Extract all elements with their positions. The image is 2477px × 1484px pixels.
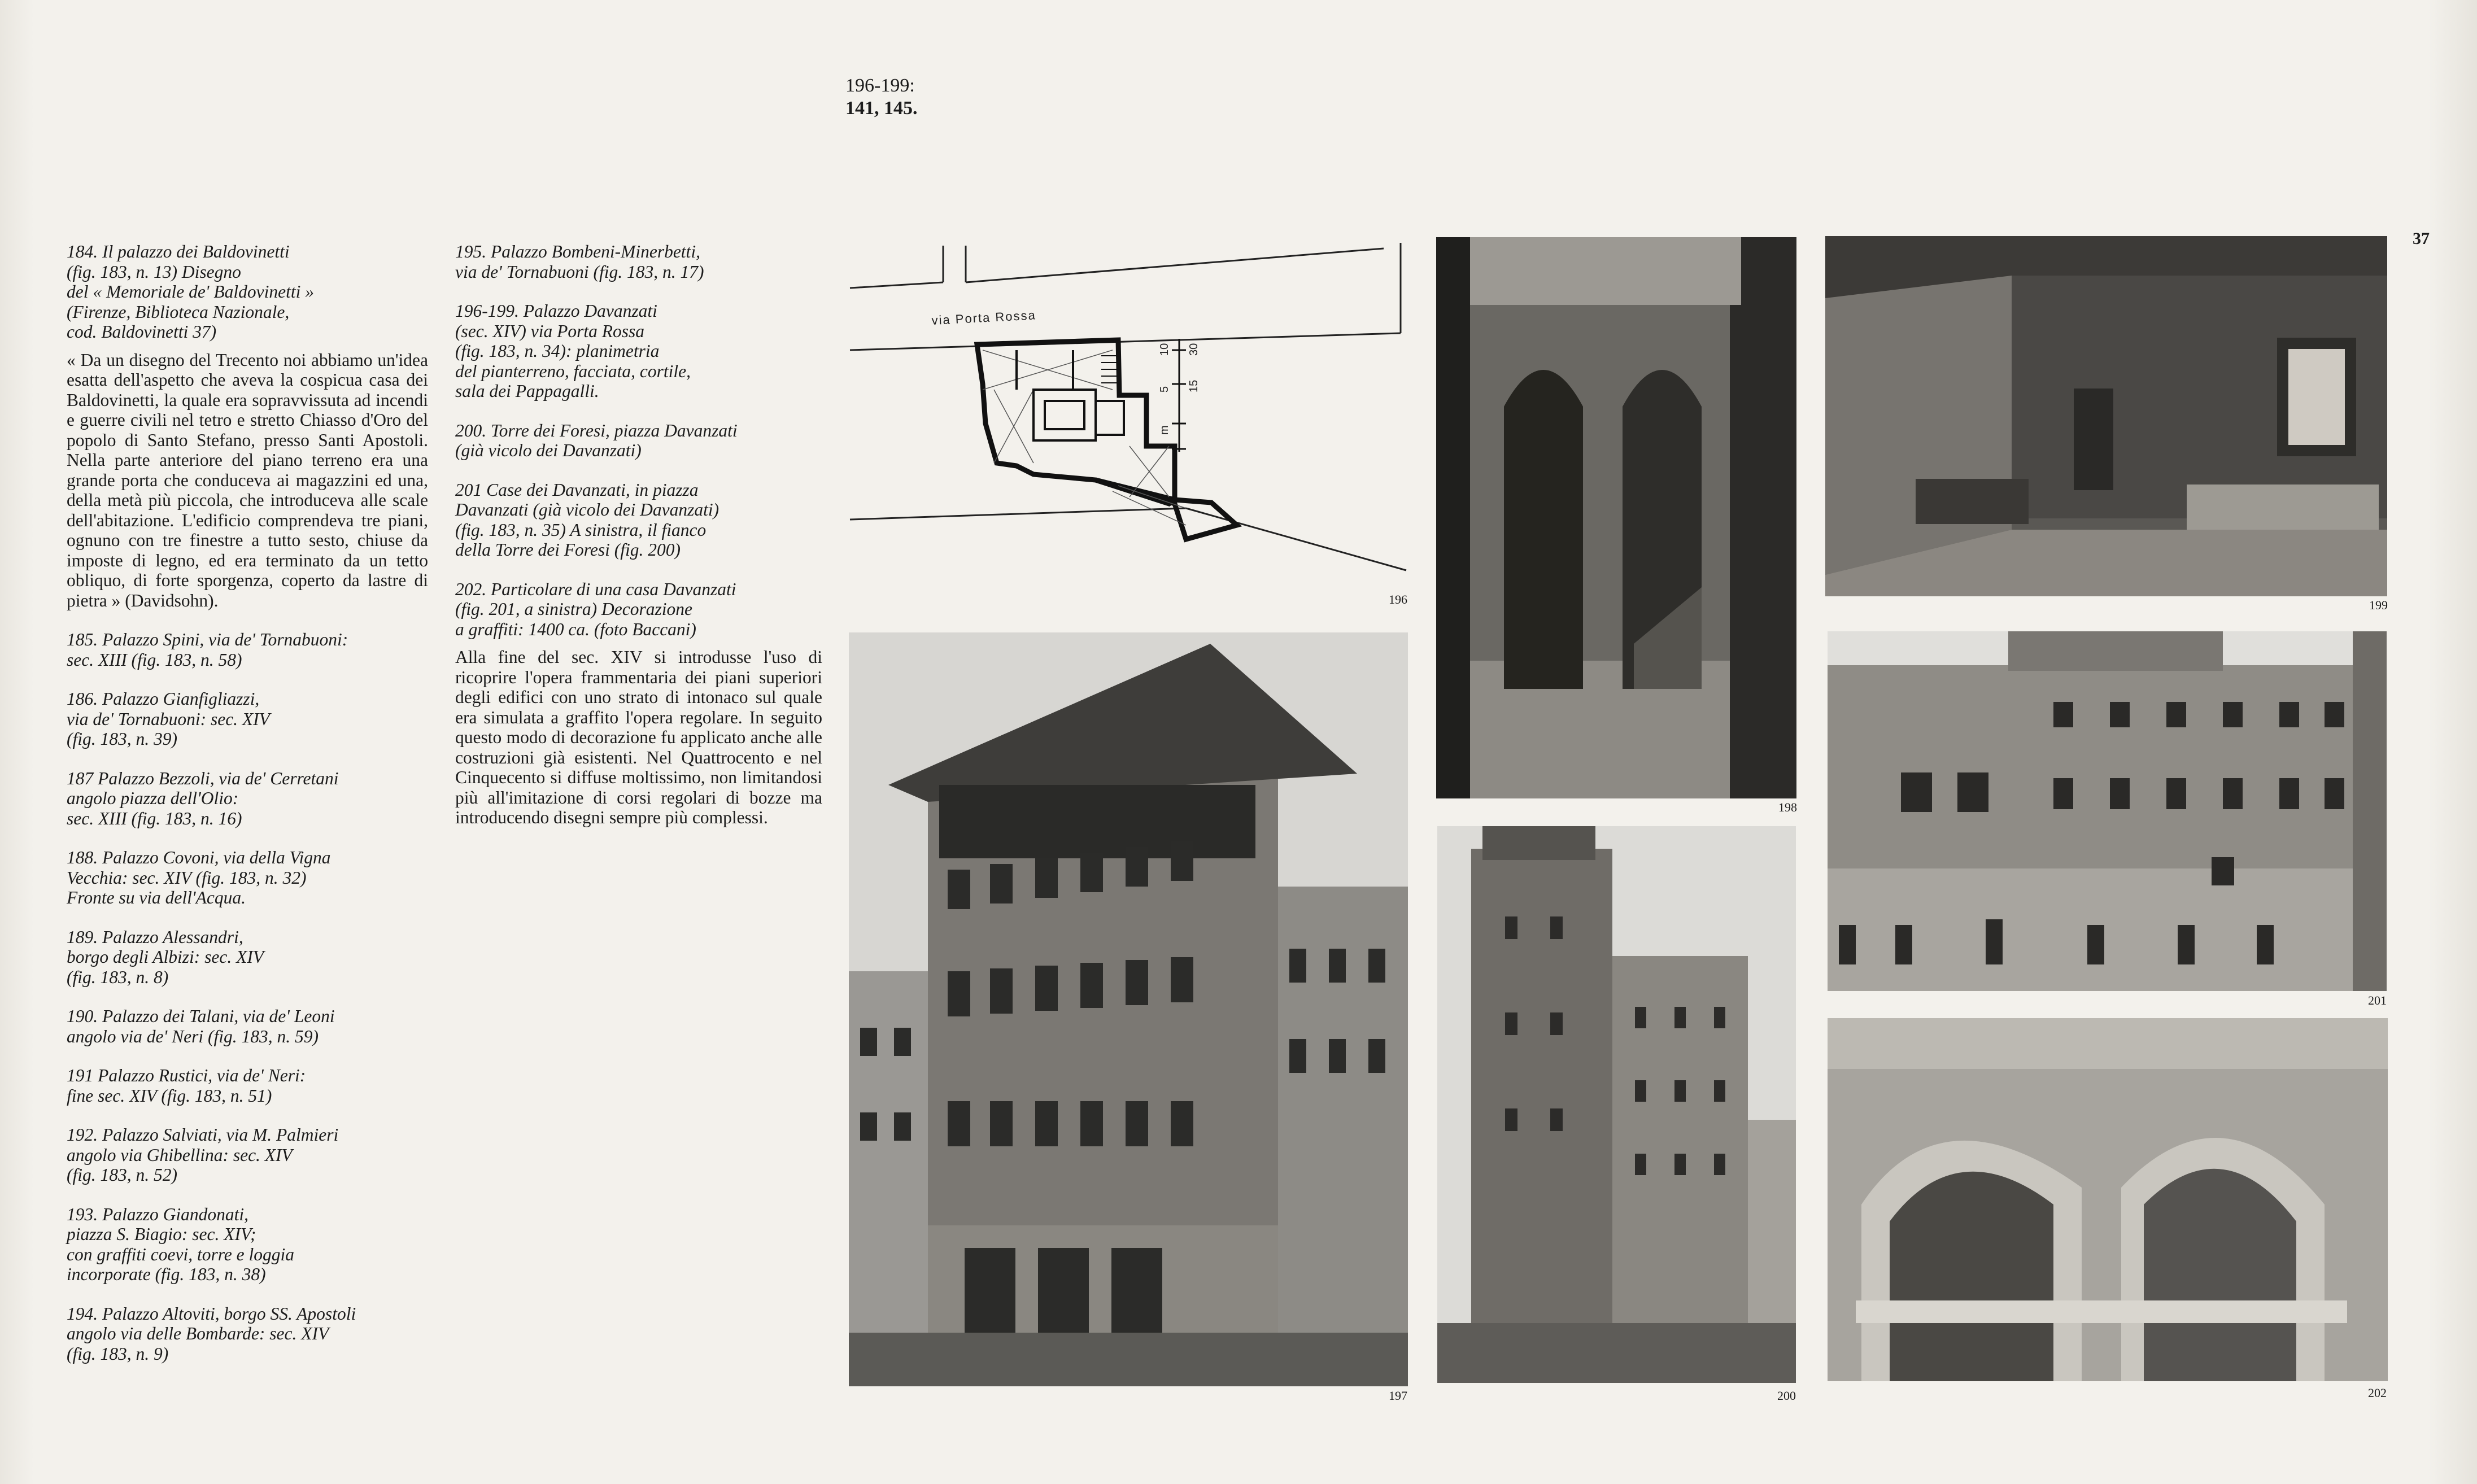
header-range: 196-199: [845, 75, 915, 96]
figure-199-photo [1825, 236, 2387, 596]
caption-entry: 187 Palazzo Bezzoli, via de' Cerretani angolo piazza dell'Olio: sec. XIII (fig. 183, n. 16) [67, 768, 339, 828]
plan-scale-15: 15 [1188, 379, 1200, 392]
caption-entry: 193. Palazzo Giandonati, piazza S. Biagio: sec. XIV; con graffiti coevi, torre e loggia incorporate (fig. 183, n. 38) [67, 1204, 295, 1284]
middle-caption-column [455, 242, 822, 847]
plan-scale-10: 10 [1158, 343, 1171, 356]
fig-number-201: 201 [2368, 993, 2387, 1007]
plan-scale-30: 30 [1188, 343, 1200, 356]
caption-entry: 194. Palazzo Altoviti, borgo SS. Apostoli angolo via delle Bombarde: sec. XIV (fig. 183, n. 9) [67, 1303, 356, 1364]
figure-202-photo [1828, 1018, 2388, 1381]
caption-entry: 184. Il palazzo dei Baldovinetti (fig. 183, n. 13) Disegno del « Memoriale de' Baldovinetti » (Firenze, Biblioteca Nazionale, cod. Baldovinetti 37) [67, 242, 315, 342]
plan-scale-5: 5 [1158, 386, 1171, 392]
fig-number-199: 199 [2369, 598, 2388, 612]
caption-entry: 189. Palazzo Alessandri, borgo degli Albizi: sec. XIV (fig. 183, n. 8) [67, 927, 264, 987]
caption-entry: 186. Palazzo Gianfigliazzi, via de' Tornabuoni: sec. XIV (fig. 183, n. 39) [67, 689, 270, 749]
floor-plan-drawing [847, 243, 1412, 616]
fig-number-200: 200 [1777, 1389, 1796, 1403]
caption-body-text: « Da un disegno del Trecento noi abbiamo un'idea esatta dell'aspetto che aveva la cospicua casa dei Baldovinetti, la quale era sopravvissuta ad incendi e guerre civili nel tetro e stretto Chiasso d'Oro del popolo di Santo Stefano, presso Santi Apostoli. Nella parte anteriore del piano terreno era una grande porta che conduceva ai magazzini ed una, della metà più piccola, che introduceva alle scale dell'abitazione. L'edificio comprendeva tre piani, ognuno con tre finestre a tutto sesto, chiuse da imposte di legno, ed era terminato da un tetto obliquo, di forte sporgenza, coperto da lastre di pietra » (Davidsohn). [67, 350, 428, 610]
caption-entry: 185. Palazzo Spini, via de' Tornabuoni: sec. XIII (fig. 183, n. 58) [67, 630, 348, 670]
plan-street-label: via Porta Rossa [931, 308, 1037, 328]
caption-entry: 202. Particolare di una casa Davanzati (fig. 201, a sinistra) Decorazione a graffiti: 1400 ca. (foto Baccani) [455, 579, 736, 639]
figure-201-photo [1828, 631, 2387, 991]
caption-entry: 201 Case dei Davanzati, in piazza Davanzati (già vicolo dei Davanzati) (fig. 183, n. 35) A sinistra, il fianco della Torre dei Foresi (fig. 200) [455, 479, 719, 560]
caption-entry: 188. Palazzo Covoni, via della Vigna Vecchia: sec. XIV (fig. 183, n. 32) Fronte su via dell'Acqua. [67, 848, 331, 907]
fig-number-198: 198 [1778, 800, 1797, 814]
fig-number-197: 197 [1389, 1389, 1407, 1403]
fig-number-196: 196 [1389, 592, 1407, 606]
figure-196-plan [847, 243, 1412, 616]
fig-number-202: 202 [2368, 1386, 2387, 1400]
figure-198-photo [1436, 237, 1796, 798]
caption-entry: 196-199. Palazzo Davanzati (sec. XIV) via Porta Rossa (fig. 183, n. 34): planimetria del pianterreno, facciata, cortile, sala dei Pappagalli. [455, 301, 691, 401]
page-number: 37 [2413, 229, 2430, 248]
figure-200-photo [1437, 826, 1796, 1383]
page-header [845, 75, 918, 120]
caption-entry: 192. Palazzo Salviati, via M. Palmieri angolo via Ghibellina: sec. XIV (fig. 183, n. 52) [67, 1125, 339, 1185]
caption-entry: 200. Torre dei Foresi, piazza Davanzati (già vicolo dei Davanzati) [455, 420, 738, 460]
left-caption-column [67, 242, 428, 1383]
header-refs: 141, 145. [845, 98, 918, 119]
caption-entry: 191 Palazzo Rustici, via de' Neri: fine sec. XIV (fig. 183, n. 51) [67, 1066, 306, 1106]
caption-entry: 195. Palazzo Bombeni-Minerbetti, via de' Tornabuoni (fig. 183, n. 17) [455, 242, 704, 282]
caption-body-text: Alla fine del sec. XIV si introdusse l'uso di ricoprire l'opera frammentaria dei piani superiori degli edifici con uno strato di intonaco sul quale era simulata a graffito l'opera regolare. In seguito questo modo di decorazione fu applicato anche alle costruzioni già esistenti. Nel Quattrocento e nel Cinquecento si diffuse moltissimo, non limitandosi più all'imitazione di corsi regolari di bozze ma introducendo disegni sempre più complessi. [455, 647, 822, 827]
plan-scale-unit: m [1158, 425, 1171, 435]
figure-197-photo [849, 632, 1408, 1386]
caption-entry: 190. Palazzo dei Talani, via de' Leoni angolo via de' Neri (fig. 183, n. 59) [67, 1006, 335, 1046]
